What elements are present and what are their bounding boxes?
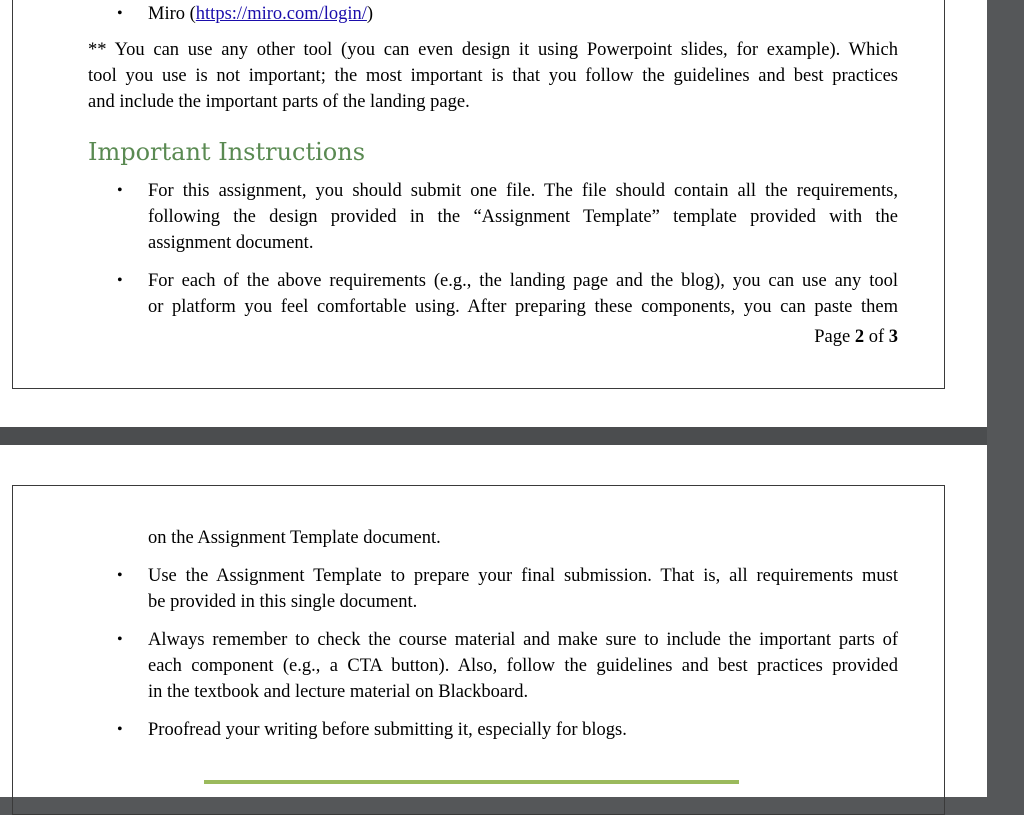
page-number-total: 3 bbox=[888, 327, 898, 347]
miro-list-item bbox=[148, 1, 373, 27]
document-page-3 bbox=[0, 445, 987, 797]
instruction-4-line-3: in the textbook and lecture material on Blackboard. bbox=[148, 682, 529, 702]
bullet: • bbox=[117, 182, 123, 199]
section-heading: Important Instructions bbox=[88, 138, 366, 166]
page-gap bbox=[0, 427, 987, 445]
continuation-line: on the Assignment Template document. bbox=[148, 528, 441, 548]
bullet: • bbox=[117, 567, 123, 584]
page-number-current: 2 bbox=[854, 327, 865, 347]
instruction-4-line-1: Always remember to check the course material and make sure to include the important parts of bbox=[148, 630, 898, 650]
bullet: • bbox=[117, 272, 123, 289]
note-line-3: and include the important parts of the landing page. bbox=[88, 92, 470, 112]
page-number-prefix: Page bbox=[814, 327, 855, 347]
footer-divider bbox=[204, 780, 739, 784]
instruction-5-line-1: Proofread your writing before submitting it, especially for blogs. bbox=[148, 720, 627, 740]
page-number bbox=[814, 324, 898, 350]
instruction-4-line-2: each component (e.g., a CTA button). Also, follow the guidelines and best practices provided bbox=[148, 656, 898, 676]
miro-login-link[interactable]: https://miro.com/login/ bbox=[195, 4, 367, 24]
bullet: • bbox=[117, 5, 123, 22]
miro-label: Miro ( bbox=[148, 4, 196, 24]
note-line-2: tool you use is not important; the most important is that you follow the guidelines and best practices bbox=[88, 66, 898, 86]
miro-close-paren: ) bbox=[366, 4, 374, 24]
note-line-1: ** You can use any other tool (you can even design it using Powerpoint slides, for example). Which bbox=[88, 40, 898, 60]
bullet: • bbox=[117, 721, 123, 738]
instruction-2-line-1: For each of the above requirements (e.g., the landing page and the blog), you can use any tool bbox=[148, 271, 898, 291]
instruction-1-line-2: following the design provided in the “Assignment Template” template provided with the bbox=[148, 207, 898, 227]
bullet: • bbox=[117, 631, 123, 648]
instruction-2-line-2: or platform you feel comfortable using. After preparing these components, you can paste them bbox=[148, 297, 898, 317]
instruction-3-line-2: be provided in this single document. bbox=[148, 592, 418, 612]
instruction-1-line-1: For this assignment, you should submit one file. The file should contain all the requirements, bbox=[148, 181, 898, 201]
instruction-1-line-3: assignment document. bbox=[148, 233, 314, 253]
page-number-of: of bbox=[864, 327, 889, 347]
instruction-3-line-1: Use the Assignment Template to prepare your final submission. That is, all requirements must bbox=[148, 566, 898, 586]
